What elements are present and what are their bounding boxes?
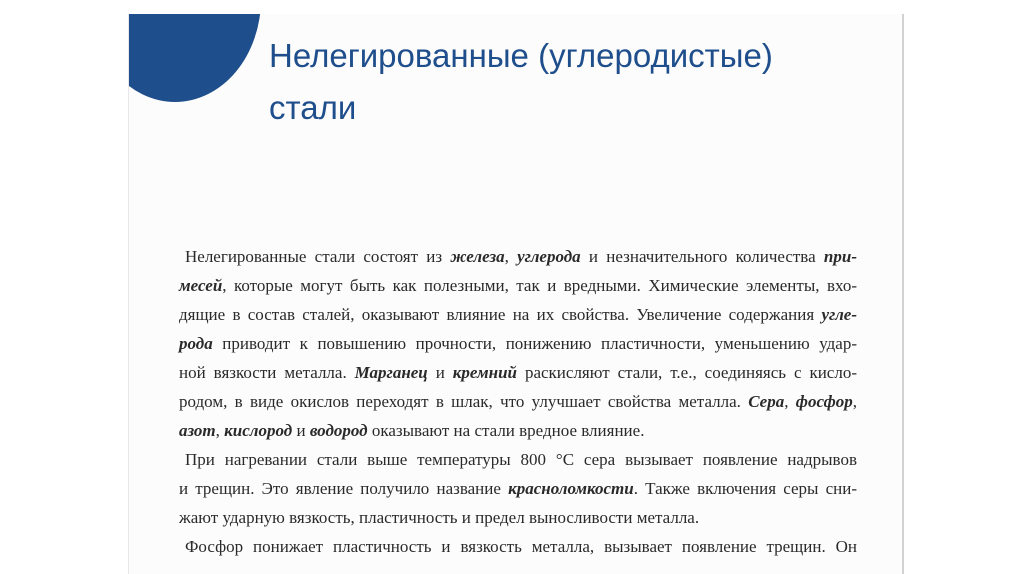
text-span: , [504,247,518,266]
term-oxygen: кислород [224,421,293,440]
text-span: , [784,392,796,411]
text-span: и [292,421,310,440]
text-span: ной вязкости металла. [179,363,355,382]
term-impurities: при- [823,247,857,266]
text-line [179,387,857,416]
text-span: дящие в состав сталей, оказывают влияние на их свойства. Увеличение содержания [179,305,822,324]
page-edge-divider [902,14,904,574]
text-line [179,242,857,271]
text-span: , [215,421,225,440]
text-line: При нагревании стали выше температуры 800 °С сера вызывает появление надрывов [185,450,857,469]
text-span: , [852,392,857,411]
text-line [179,271,857,300]
text-span: приводит к повышению прочности, понижению пластичности, уменьшению удар- [212,334,857,353]
term-impurities-end: месей [179,276,223,295]
section-badge [128,14,261,102]
term-silicon: кремний [452,363,517,382]
paragraph-2 [179,445,857,532]
text-line [179,329,857,358]
term-hydrogen: водород [309,421,368,440]
text-span: Нелегированные стали состоят из [185,247,451,266]
text-line [179,416,857,445]
term-carbon-2-end: рода [179,334,213,353]
text-line: Фосфор понижает пластичность и вязкость металла, вызывает появление трещин. Он [185,537,857,556]
term-iron: железа [450,247,505,266]
text-span: родом, в виде окислов переходят в шлак, что улучшает свойства металла. [179,392,749,411]
term-carbon: углерода [517,247,581,266]
text-line: жают ударную вязкость, пластичность и предел выносливости металла. [179,508,700,527]
text-span: оказывают на стали вредное влияние. [367,421,645,440]
text-span: раскисляют стали, т.е., соединяясь с кисло- [517,363,857,382]
term-nitrogen: азот [179,421,216,440]
section-title-line2: стали [269,89,357,126]
text-span: . Также включения серы сни- [633,479,857,498]
document-page [128,14,902,574]
text-line [179,358,857,387]
term-sulfur: Сера [748,392,785,411]
term-carbon-2: угле- [821,305,857,324]
term-manganese: Марганец [354,363,428,382]
term-red-shortness: красноломкости [508,479,634,498]
text-span: и [427,363,453,382]
section-title-line1: Нелегированные (углеродистые) [269,37,773,74]
text-line [179,474,857,503]
text-span: , которые могут быть как полезными, так и вредными. Химические элементы, вхо- [222,276,857,295]
text-span: и трещин. Это явление получило название [179,479,509,498]
text-line [179,300,857,329]
paragraph-3 [179,532,857,561]
text-span: и незначительного количества [580,247,824,266]
paragraph-1 [179,242,857,445]
body-text [179,242,857,561]
section-title [269,30,889,134]
term-phosphorus: фосфор [795,392,853,411]
